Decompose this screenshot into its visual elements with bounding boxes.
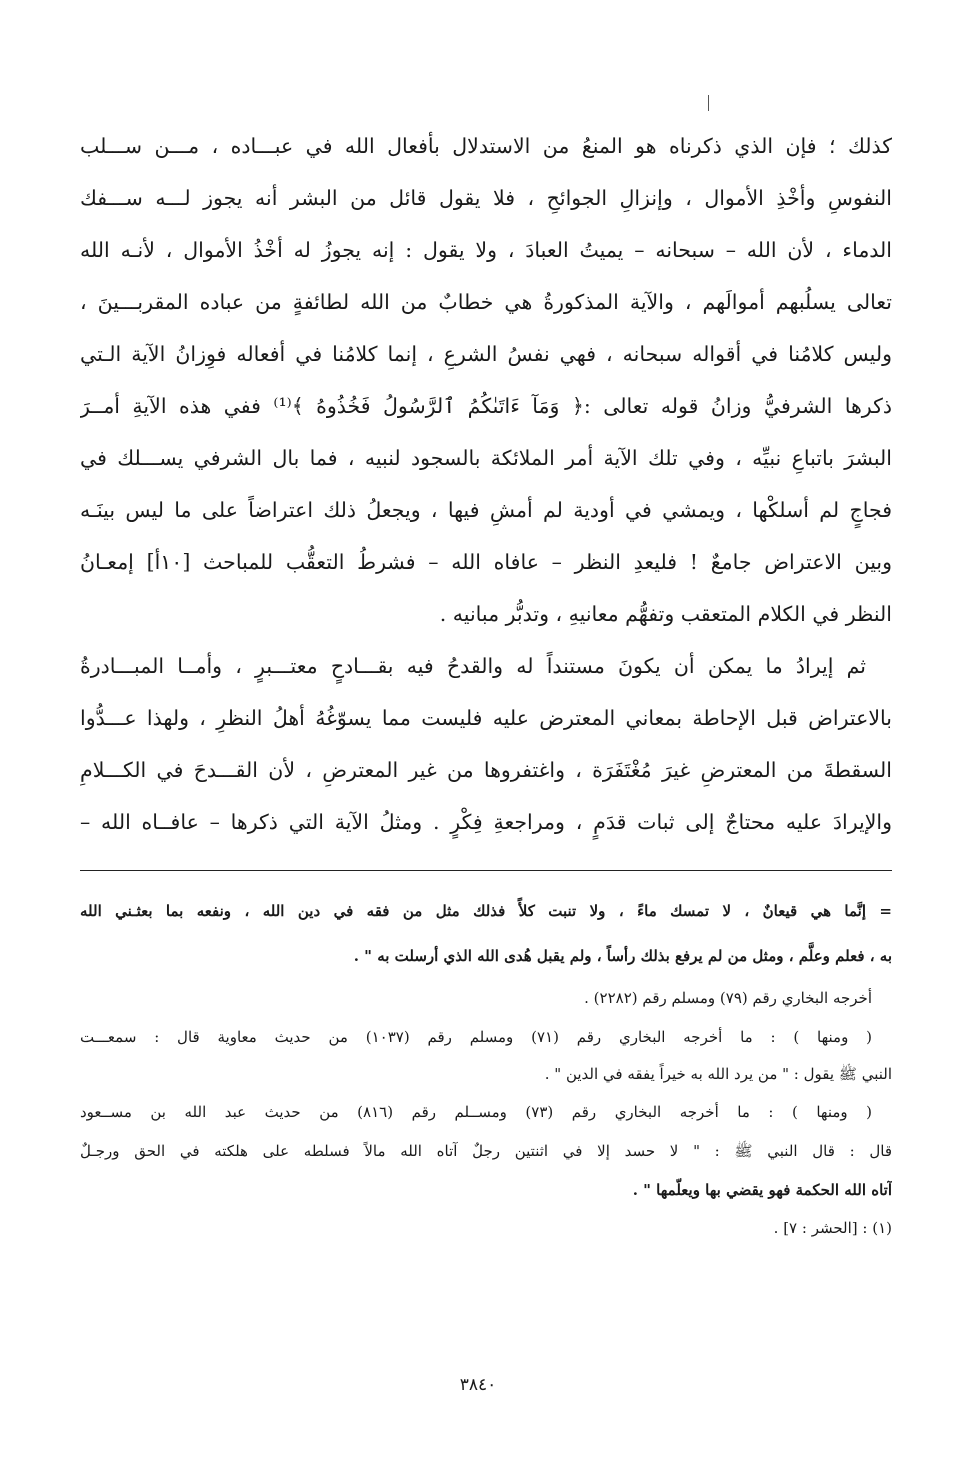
main-text-line: الدماء ، لأن الله – سبحانه – يميتُ العبادَ ، ولا يقول : إنه يجوزُ له أخْذُ الأموال ، لأنـه الله <box>80 238 892 262</box>
main-text-line: كذلك ؛ فإن الذي ذكرناه هو المنعُ من الاستدلال بأفعال الله في عبـــاده ، مـــن ســـلب <box>80 134 892 158</box>
main-text-line: فجاجٍ لم أسلكْها ، ويمشي في أودية لم أمشِ فيها ، ويجعلُ ذلك اعتراضاً على ما ليس بينَـه <box>80 498 892 522</box>
footnote-line-source: ( ومنها ) : ما أخرجه البخاري رقم (٧١) ومسلم رقم (١٠٣٧) من حديث معاوية قال : سمعـــت <box>80 1028 872 1046</box>
main-text-line-paragraph-end: النظر في الكلام المتعقب وتفهُّم معانيهِ ، وتدبُّر مبانيه . <box>439 602 892 626</box>
main-text-line-paragraph-start: ثم إيرادُ ما يمكن أن يكونَ مستنداً له والقدحُ فيه بقـــادحٍ معتـــبرٍ ، وأمــا المبـــادرةُ <box>80 654 866 678</box>
main-text-block <box>80 120 892 848</box>
page-number: ٣٨٤٠ <box>459 1375 497 1395</box>
footnote-line-hadith: قال : قال النبي ﷺ : " لا حسد إلا في اثنتين رجلٌ آتاه الله مالاً فسلطه على هلكته في الحق ورجـلٌ <box>80 1142 892 1160</box>
footnote-line-hadith: به ، فعلم وعلَّم ، ومثل من لم يرفع بذلك رأساً ، ولم يقبل هُدى الله الذي أرسلت به " . <box>353 947 892 965</box>
main-text-line: النفوسِ وأخْذِ الأموال ، وإنزالِ الجوائحِ ، فلا يقول قائل من البشر أنه يجوز لـــه ســـفك <box>80 186 892 210</box>
footnote-line-hadith: النبي ﷺ يقول : " من يرد الله به خيراً يفقه في الدين " . <box>544 1065 892 1083</box>
footnote-divider <box>80 870 892 871</box>
main-text-line-quran-verse: ذكرها الشرفيُّ وزانُ قوله تعالى :﴿ وَمَآ ءَاتَىٰكُمُ ٱلرَّسُولُ فَخُذُوهُ ﴾⁽¹⁾ ففي هذه الآيةِ أمــرَ <box>80 394 892 418</box>
footnote-line-hadith: = إنَّما هي قيعانٌ ، لا تمسك ماءً ، ولا تنبت كلأً فذلك مثل من فقه في دين الله ، ونفعه بما بعثـني الله <box>80 902 892 920</box>
main-text-line: وليس كلامُنا في أقواله سبحانه ، فهي نفسُ الشرعِ ، إنما كلامُنا في أفعاله فوِزانُ الآية الـتي <box>80 342 892 366</box>
main-text-line: تعالى يسلُبهم أموالَهم ، والآية المذكورةُ هي خطابٌ من الله لطائفةٍ من عباده المقربـــينَ ، <box>80 290 892 314</box>
main-text-line: السقطةَ من المعترضِ غيرَ مُغْتَفَرَة ، واغتفروها من غير المعترضِ ، لأن القـــدحَ في الكـــلامِ <box>80 758 892 782</box>
main-text-line: بالاعتراض قبل الإحاطة بمعاني المعترض عليه فليست مما يسوّغُهُ أهلُ النظرِ ، ولهذا عـــدُّوا <box>80 706 892 730</box>
footnote-line-source: ( ومنها ) : ما أخرجه البخاري رقم (٧٣) ومســلم رقم (٨١٦) من حديث عبد الله بن مســعود <box>80 1103 872 1121</box>
footnotes-block <box>80 888 892 1246</box>
main-text-line: والإيرادَ عليه محتاجٌ إلى ثبات قدَمٍ ، ومراجعةِ فِكْرٍ . ومثلُ الآية التي ذكرها – عافــاه الله – <box>80 810 892 834</box>
footnote-reference: (١) : [الحشر : ٧] . <box>773 1219 892 1237</box>
main-text-line: وبين الاعتراض جامعٌ ! فليعدِ النظر – عافاه الله – فشرطُ التعقُّب للمباحث [١٠أ] إمعـانُ <box>80 550 892 574</box>
margin-tick-mark <box>708 95 709 111</box>
main-text-line: البشرَ باتباعِ نبيِّه ، وفي تلك الآية أمر الملائكة بالسجود لنبيه ، فما بال الشرفي يســـلك في <box>80 446 892 470</box>
footnote-line-source: أخرجه البخاري رقم (٧٩) ومسلم رقم (٢٢٨٢) . <box>584 989 872 1007</box>
footnote-line-hadith: آتاه الله الحكمة فهو يقضي بها ويعلّمها " . <box>632 1181 892 1199</box>
